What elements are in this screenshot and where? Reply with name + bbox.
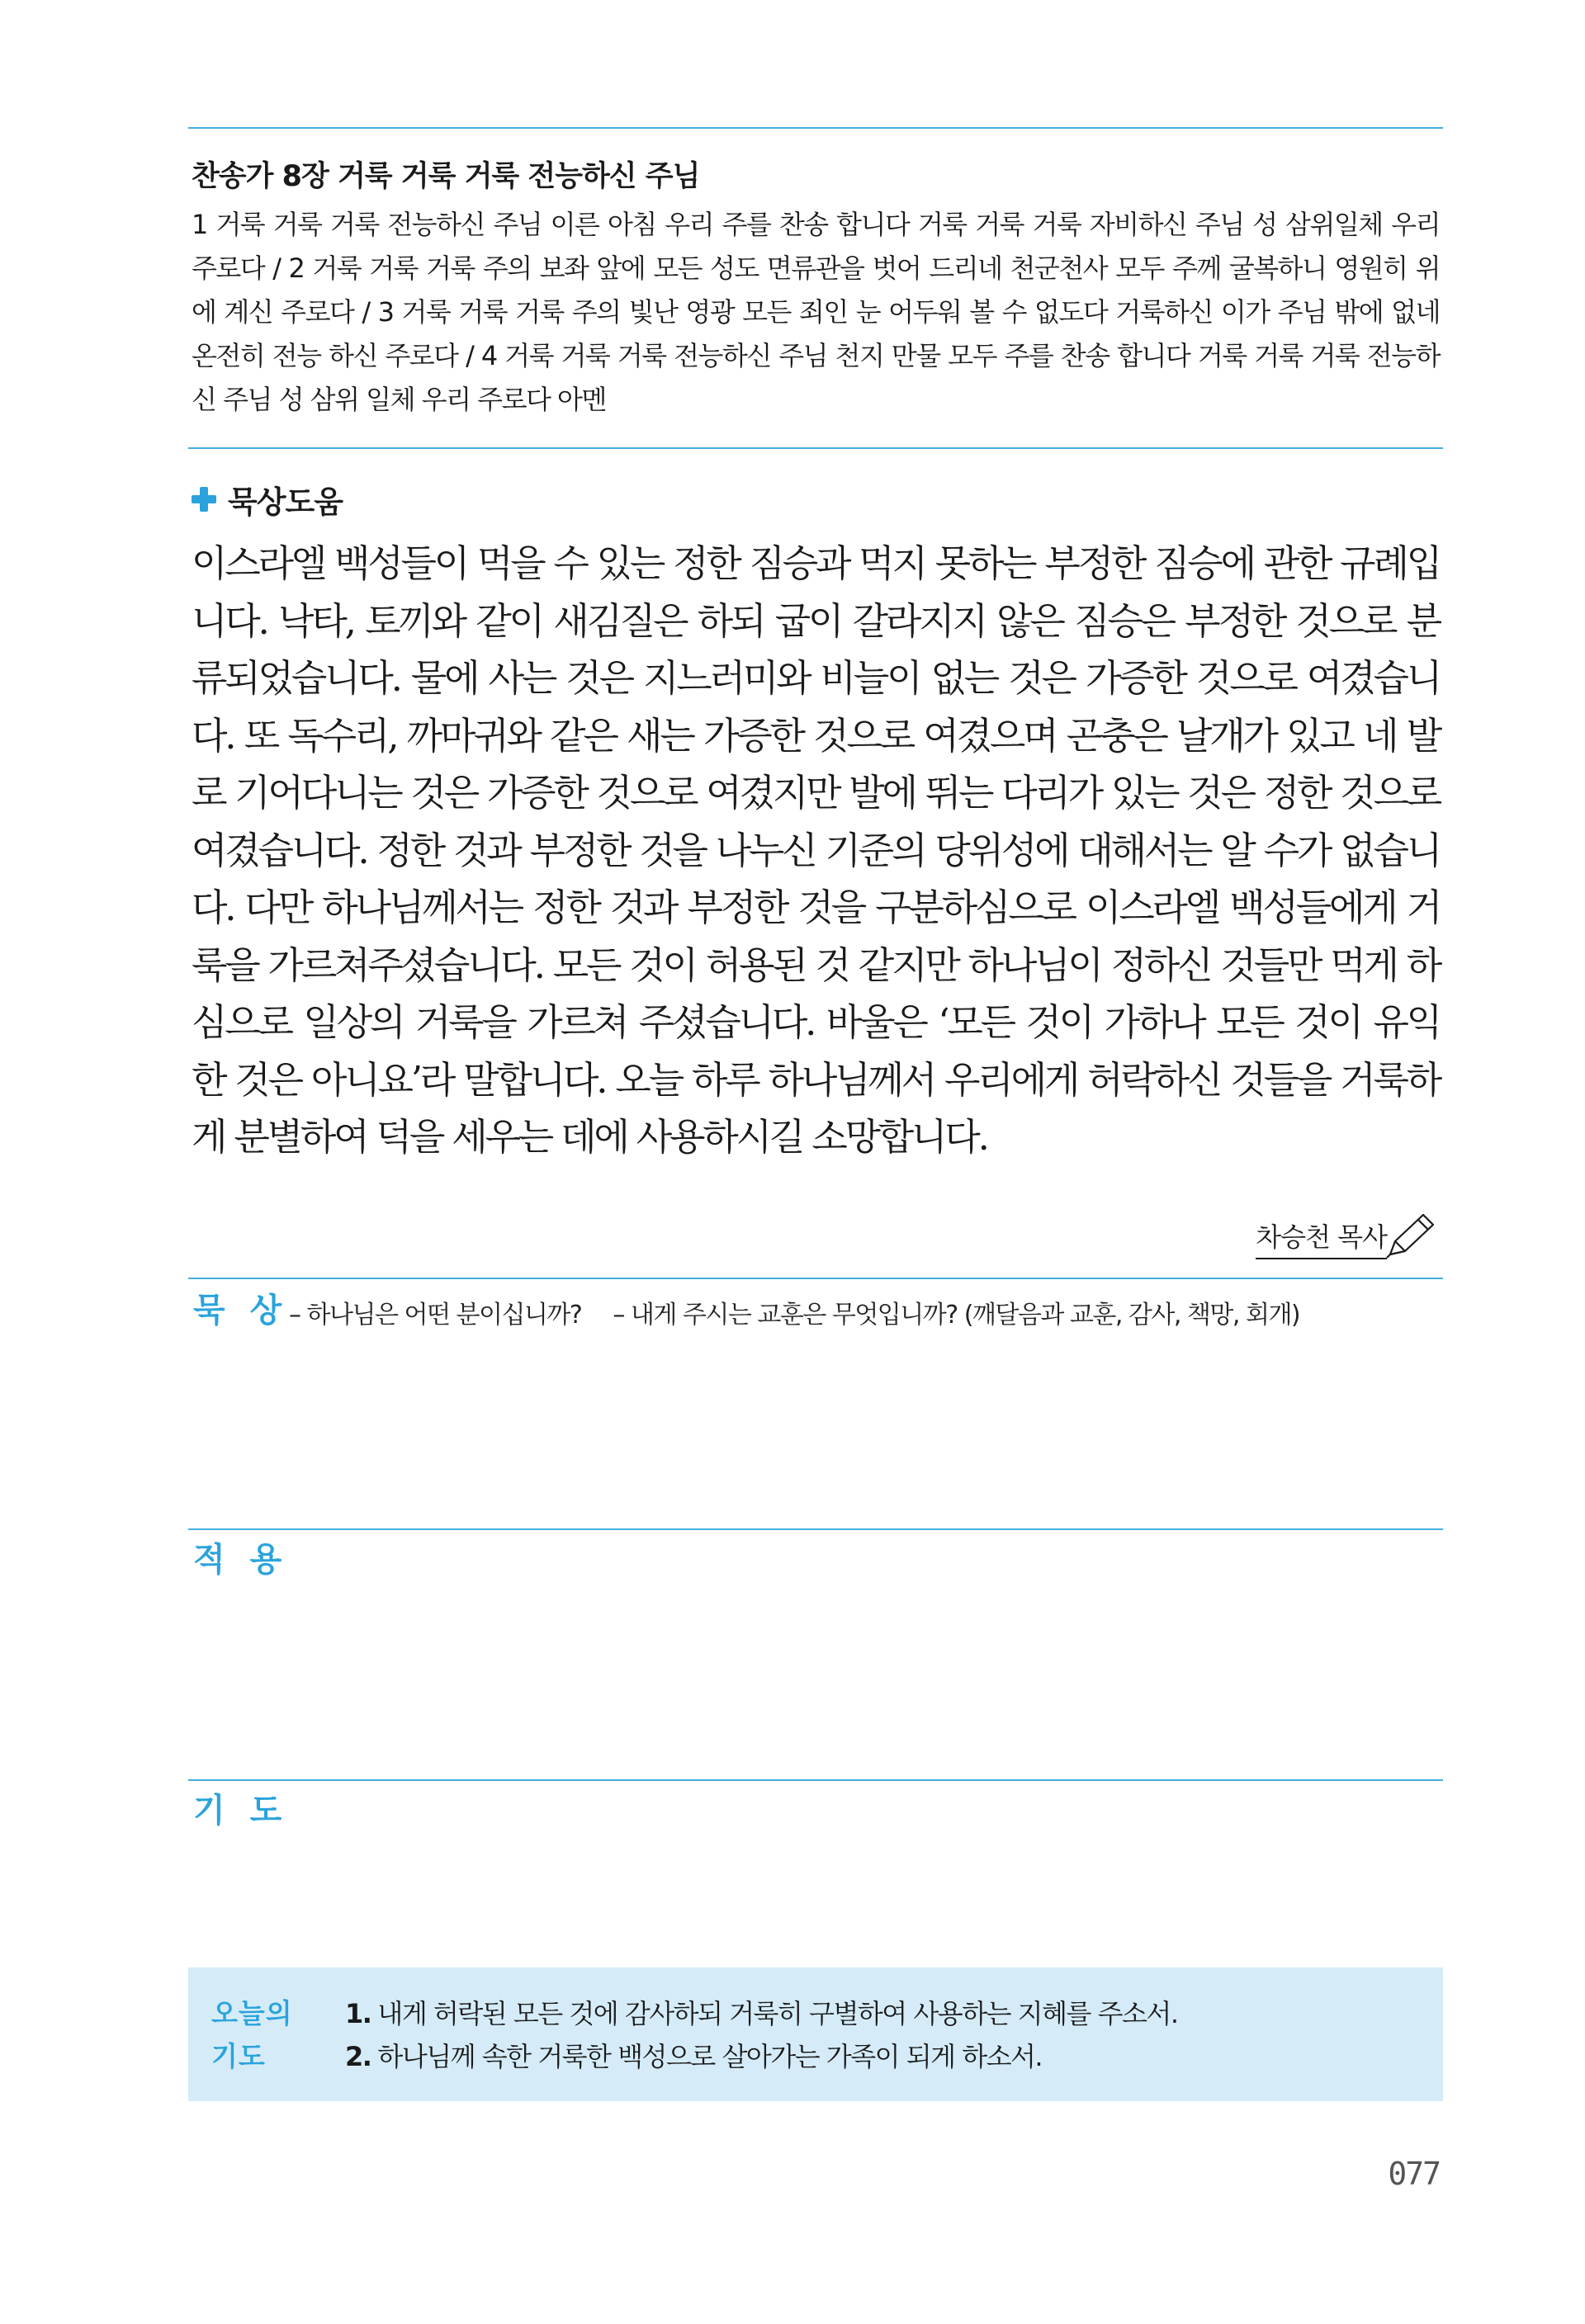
meditation-help-title: 묵상도움 xyxy=(228,484,343,520)
today-prayer-item-number: 1. xyxy=(345,1998,371,2029)
today-prayer-box xyxy=(188,1967,1443,2101)
today-prayer-item-number: 2. xyxy=(345,2041,371,2072)
today-prayer-item xyxy=(345,2035,1178,2078)
author-signature xyxy=(1256,1210,1440,1259)
plus-icon xyxy=(192,487,216,512)
author-name: 차승천 목사 xyxy=(1256,1216,1387,1259)
prayer-label: 기 도 xyxy=(193,1792,289,1830)
meditation-label: 묵 상 xyxy=(193,1292,289,1330)
hymn-title: 찬송가 8장 거룩 거룩 거룩 전능하신 주님 xyxy=(192,160,700,193)
meditation-question-2: – 내게 주시는 교훈은 무엇입니까? (깨달음과 교훈, 감사, 책망, 회개) xyxy=(613,1301,1300,1330)
today-prayer-list xyxy=(345,1992,1178,2078)
application-label: 적 용 xyxy=(193,1541,289,1579)
today-prayer-item xyxy=(345,1992,1178,2035)
application-rule xyxy=(188,1528,1443,1530)
meditation-question-1: – 하나님은 어떤 분이십니까? xyxy=(289,1301,582,1330)
prayer-rule xyxy=(188,1779,1443,1781)
hymn-bottom-rule xyxy=(188,447,1443,449)
pencil-icon xyxy=(1385,1210,1440,1259)
today-prayer-label: 오늘의 기도 xyxy=(211,1997,293,2072)
today-prayer-item-text: 하나님께 속한 거룩한 백성으로 살아가는 가족이 되게 하소서. xyxy=(377,2041,1043,2072)
page-number: 077 xyxy=(1388,2156,1440,2192)
top-rule xyxy=(188,127,1443,129)
meditation-help-body: 이스라엘 백성들이 먹을 수 있는 정한 짐승과 먹지 못하는 부정한 짐승에 관한 규례입니다. 낙타, 토끼와 같이 새김질은 하되 굽이 갈라지지 않은 짐승은 부정한 것으로 분류되었습니다. 물에 사는 것은 지느러미와 비늘이 없는 것은 가증한 것으로 여겼습니다. 또 독수리, 까마귀와 같은 새는 가증한 것으로 여겼으며 곤충은 날개가 있고 네 발로 기어다니는 것은 가증한 것으로 여겼지만 발에 뛰는 다리가 있는 것은 정한 것으로 여겼습니다. 정한 것과 부정한 것을 나누신 기준의 당위성에 대해서는 알 수가 없습니다. 다만 하나님께서는 정한 것과 부정한 것을 구분하심으로 이스라엘 백성들에게 거룩을 가르쳐주셨습니다. 모든 것이 허용된 것 같지만 하나님이 정하신 것들만 먹게 하심으로 일상의 거룩을 가르쳐 주셨습니다. 바울은 ‘모든 것이 가하나 모든 것이 유익한 것은 아니요’라 말합니다. 오늘 하루 하나님께서 우리에게 허락하신 것들을 거룩하게 분별하여 덕을 세우는 데에 사용하시길 소망합니다. xyxy=(192,541,1440,1159)
meditation-questions xyxy=(289,1294,1299,1330)
meditation-rule xyxy=(188,1278,1443,1279)
hymn-lyrics: 1 거룩 거룩 거룩 전능하신 주님 이른 아침 우리 주를 찬송 합니다 거룩 거룩 거룩 자비하신 주님 성 삼위일체 우리 주로다 / 2 거룩 거룩 거룩 주의 보좌 앞에 모든 성도 면류관을 벗어 드리네 천군천사 모두 주께 굴복하니 영원히 위에 계신 주로다 / 3 거룩 거룩 거룩 주의 빛난 영광 모든 죄인 눈 어두워 볼 수 없도다 거룩하신 이가 주님 밖에 없네 온전히 전능 하신 주로다 / 4 거룩 거룩 거룩 전능하신 주님 천지 만물 모두 주를 찬송 합니다 거룩 거룩 거룩 전능하신 주님 성 삼위 일체 우리 주로다 아멘 xyxy=(192,209,1440,415)
meditation-help-heading xyxy=(192,477,343,522)
today-prayer-item-text: 내게 허락된 모든 것에 감사하되 거룩히 구별하여 사용하는 지혜를 주소서. xyxy=(377,1998,1178,2029)
